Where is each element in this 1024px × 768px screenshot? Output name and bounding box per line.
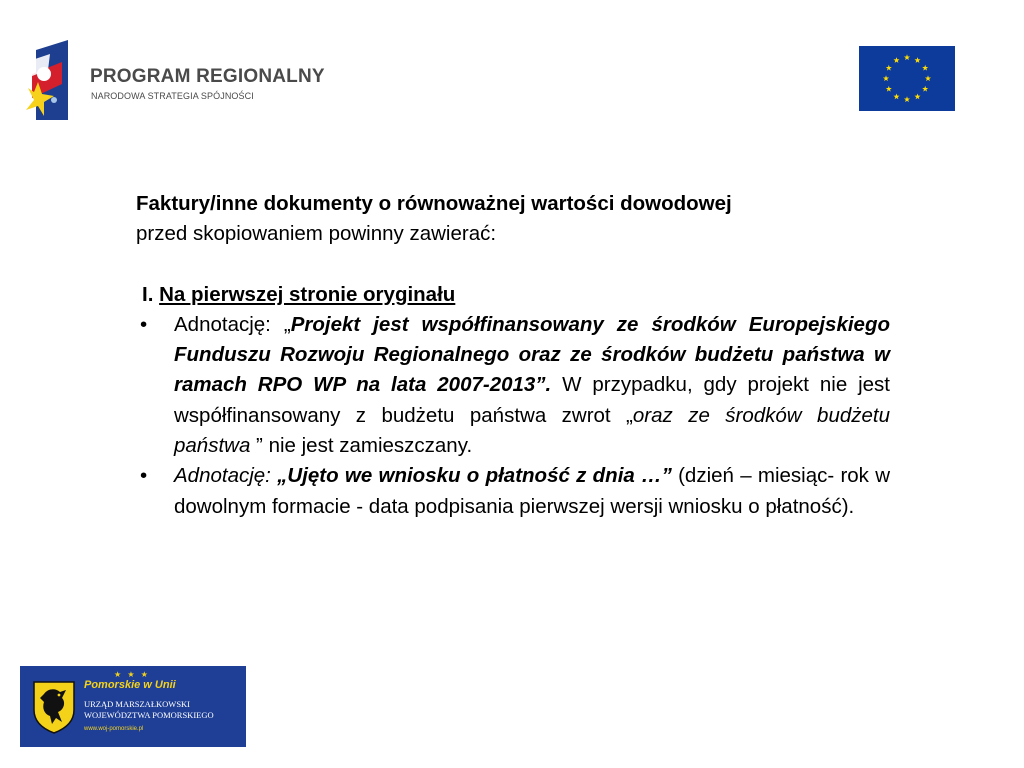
bullet-list <box>136 310 890 522</box>
bullet1-italic: oraz ze środków budżetu państwa <box>174 403 890 458</box>
document-body <box>136 189 890 522</box>
pom-title: Pomorskie w Unii <box>84 679 176 691</box>
nss-flag-icon <box>22 40 82 124</box>
bullet1-mid: W przypadku, gdy projekt nie jest współfinansowany z budżetu państwa zwrot „ <box>174 373 890 427</box>
pom-line2: WOJEWÓDZTWA POMORSKIEGO <box>84 710 214 720</box>
eu-flag-icon <box>859 46 955 111</box>
program-regionalny-logo <box>22 40 332 124</box>
intro-paragraph <box>136 189 890 250</box>
program-title: PROGRAM REGIONALNY <box>90 66 325 87</box>
bullet2-italic-prefix: Adnotację: <box>174 464 271 488</box>
griffin-shield-icon <box>32 680 76 734</box>
section-number: I. <box>142 282 154 306</box>
intro-bold: Faktury/inne dokumenty o równoważnej wartości dowodowej <box>136 192 732 215</box>
pom-url: www.woj-pomorskie.pl <box>84 726 144 732</box>
bullet1-prefix: Adnotację: „ <box>174 312 291 336</box>
list-item <box>136 310 890 461</box>
bullet1-bold-italic: Projekt jest współfinansowany ze środków Europejskiego Funduszu Rozwoju Regionalnego oraz ze środków budżetu państwa w ramach RPO WP na lata 2007-2013”. <box>174 312 891 397</box>
pom-stars: ★ ★ ★ <box>114 670 150 679</box>
bullet2-bold-italic: „Ujęto we wniosku o płatność z dnia …” <box>270 464 672 488</box>
section-title: Na pierwszej stronie oryginału <box>159 282 456 306</box>
program-subtitle: NARODOWA STRATEGIA SPÓJNOŚCI <box>91 91 254 101</box>
pom-line1: URZĄD MARSZAŁKOWSKI <box>84 699 191 709</box>
bullet2-rest: (dzień – miesiąc- rok w dowolnym formacie - data podpisania pierwszej wersji wniosku o płatność). <box>174 464 890 518</box>
bullet-dot: • <box>140 464 148 488</box>
section-heading <box>142 280 890 310</box>
bullet-dot: • <box>140 312 148 336</box>
bullet1-suffix: ” nie jest zamieszczany. <box>250 434 473 458</box>
list-item <box>136 461 890 522</box>
intro-rest: przed skopiowaniem powinny zawierać: <box>136 222 497 246</box>
pomorskie-logo <box>20 666 246 747</box>
